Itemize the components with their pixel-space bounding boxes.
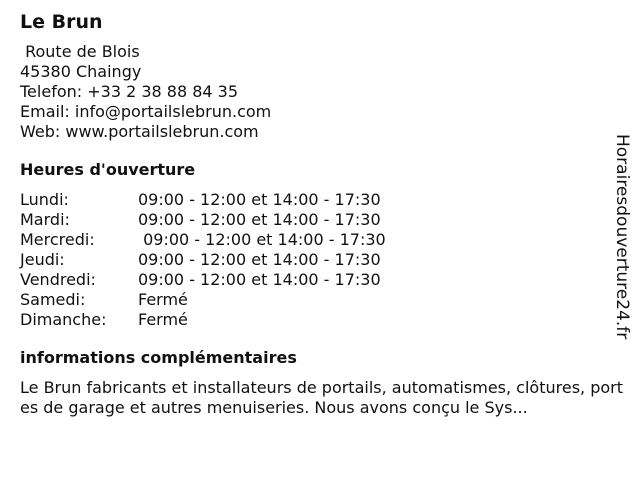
hours-table bbox=[20, 190, 620, 330]
day-label: Mardi: bbox=[20, 210, 70, 229]
web-text: Web: www.portailslebrun.com bbox=[20, 122, 259, 141]
time-value: 09:00 - 12:00 et 14:00 - 17:30 bbox=[138, 230, 386, 249]
day-label: Vendredi: bbox=[20, 270, 96, 289]
time-value: 09:00 - 12:00 et 14:00 - 17:30 bbox=[138, 270, 381, 289]
hours-row-sunday bbox=[20, 310, 620, 330]
address-street: Route de Blois bbox=[20, 42, 140, 61]
time-value: 09:00 - 12:00 et 14:00 - 17:30 bbox=[138, 210, 381, 229]
day-label: Jeudi: bbox=[20, 250, 65, 269]
hours-row-tuesday bbox=[20, 210, 620, 230]
day-label: Samedi: bbox=[20, 290, 86, 309]
time-value: Fermé bbox=[138, 290, 188, 309]
day-label: Mercredi: bbox=[20, 230, 95, 249]
hours-row-saturday bbox=[20, 290, 620, 310]
time-value: 09:00 - 12:00 et 14:00 - 17:30 bbox=[138, 190, 381, 209]
hours-row-monday bbox=[20, 190, 620, 210]
phone-text: Telefon: +33 2 38 88 84 35 bbox=[20, 82, 239, 101]
time-value: 09:00 - 12:00 et 14:00 - 17:30 bbox=[138, 250, 381, 269]
day-label: Dimanche: bbox=[20, 310, 107, 329]
hours-row-wednesday bbox=[20, 230, 620, 250]
hours-row-thursday bbox=[20, 250, 620, 270]
info-description: Le Brun fabricants et installateurs de portails, automatismes, clôtures, portes de garage et autres menuiseries. Nous avons conçu le Sys... bbox=[20, 378, 623, 417]
site-watermark: Horairesdouverture24.fr bbox=[612, 134, 632, 340]
email-text: Email: info@portailslebrun.com bbox=[20, 102, 272, 121]
business-name: Le Brun bbox=[20, 11, 103, 33]
time-value: Fermé bbox=[138, 310, 188, 329]
hours-title: Heures d'ouverture bbox=[20, 160, 196, 179]
day-label: Lundi: bbox=[20, 190, 69, 209]
address-city: 45380 Chaingy bbox=[20, 62, 142, 81]
info-title: informations complémentaires bbox=[20, 348, 297, 367]
hours-row-friday bbox=[20, 270, 620, 290]
